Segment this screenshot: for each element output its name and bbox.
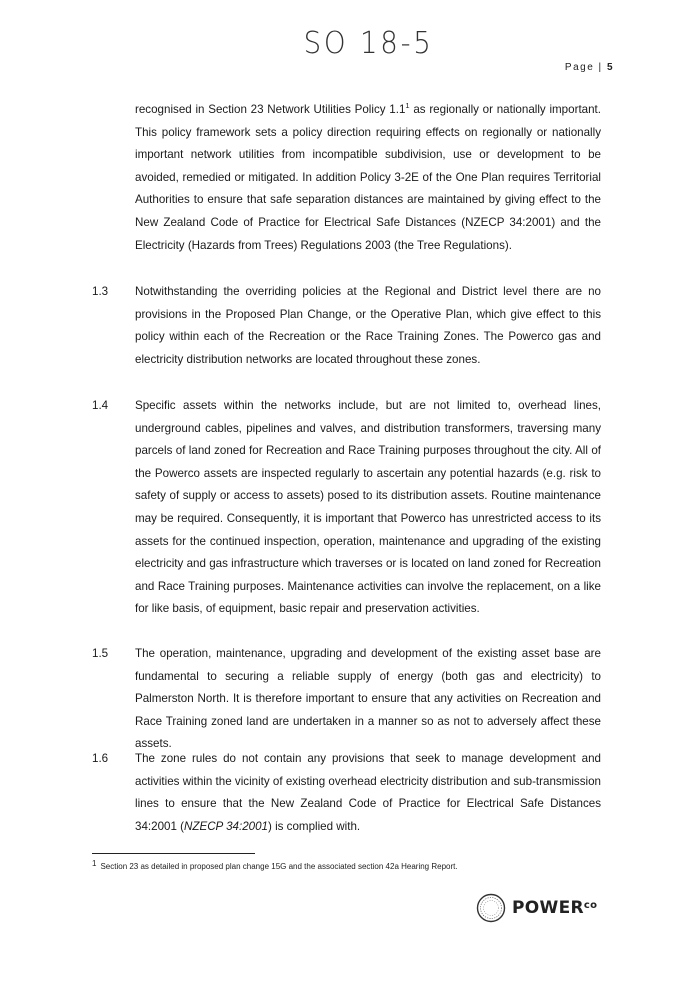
footnote — [92, 859, 512, 871]
paragraph-1-6 — [135, 748, 601, 838]
intro-text-2: as regionally or nationally important. This policy framework sets a policy direction requiring effects on regionally or nationally important network utilities from incompatible subdivision, use or development to be avoided, remedied or mitigated. In addition Policy 3-2E of the One Plan requires Territorial Authorities to ensure that safe separation distances are maintained by giving effect to the New Zealand Code of Practice for Electrical Safe Distances (NZECP 34:2001) and the Electricity (Hazards from Trees) Regulations 2003 (the Tree Regulations). — [135, 103, 602, 252]
paragraph-1-5-text: The operation, maintenance, upgrading and development of the existing asset base are fundamental to securing a reliable supply of energy (both gas and electricity) to Palmerston North. It is therefore important to ensure that any activities on Recreation and Race Training zoned land are undertaken in a manner so as not to adversely affect these assets. — [135, 647, 601, 751]
paragraph-number-1-4: 1.4 — [92, 399, 109, 412]
intro-text-1: recognised in Section 23 Network Utilities Policy 1.1 — [135, 103, 406, 116]
footnote-reference[interactable]: 1 — [405, 101, 410, 110]
paragraph-1-4-text: Specific assets within the networks include, but are not limited to, overhead lines, underground cables, pipelines and valves, and distribution transformers, traversing many parcels of land zoned for Recreation and Race Training purposes throughout the city. All of the Powerco assets are inspected regularly to ascertain any potential hazards (e.g. risk to safety of supply or access to assets) posed to its distribution assets. Routine maintenance may be required. Consequently, it is important that Powerco has unrestricted access to its assets for the continued inspection, operation, maintenance and upgrading of the existing electricity and gas infrastructure which traverses or is located on land zoned for Recreation and Race Training purposes. Maintenance activities can involve the replacement, on a like for like basis, of equipment, basic repair and preservation activities. — [135, 399, 601, 616]
page-number-label — [565, 62, 614, 73]
handwritten-annotation: SO 18-5 — [303, 26, 434, 61]
page-label: Page | — [564, 62, 603, 73]
powerco-logo-icon — [476, 893, 506, 923]
powerco-logo — [476, 893, 597, 923]
paragraph-1-6-text: The zone rules do not contain any provisions that seek to manage development and activities within the vicinity of existing overhead electricity distribution and sub-transmission lines to ensure that the New Zealand Code of Practice for Electrical Safe Distances 34:2001 ( — [135, 752, 601, 833]
paragraph-1-3-text: Notwithstanding the overriding policies at the Regional and District level there are no provisions in the Proposed Plan Change, or the Operative Plan, which give effect to this policy within each of the Recreation or the Race Training Zones. The Powerco gas and electricity distribution networks are located throughout these zones. — [135, 285, 601, 366]
footnote-text: Section 23 as detailed in proposed plan change 15G and the associated section 42a Hearing Report. — [100, 862, 458, 871]
footnote-marker: 1 — [92, 859, 97, 868]
footnote-divider — [92, 853, 255, 854]
intro-paragraph — [135, 99, 601, 257]
paragraph-number-1-5: 1.5 — [92, 647, 109, 660]
paragraph-1-4 — [135, 395, 601, 621]
paragraph-number-1-6: 1.6 — [92, 752, 109, 765]
paragraph-1-5 — [135, 643, 601, 756]
paragraph-number-1-3: 1.3 — [92, 285, 109, 298]
paragraph-1-3 — [135, 281, 601, 371]
paragraph-1-6-text-end: ) is complied with. — [268, 819, 361, 833]
paragraph-1-6-italic: NZECP 34:2001 — [184, 819, 268, 833]
page-number: 5 — [606, 62, 614, 73]
powerco-logo-text: $POWER^{co}$ — [512, 898, 598, 918]
